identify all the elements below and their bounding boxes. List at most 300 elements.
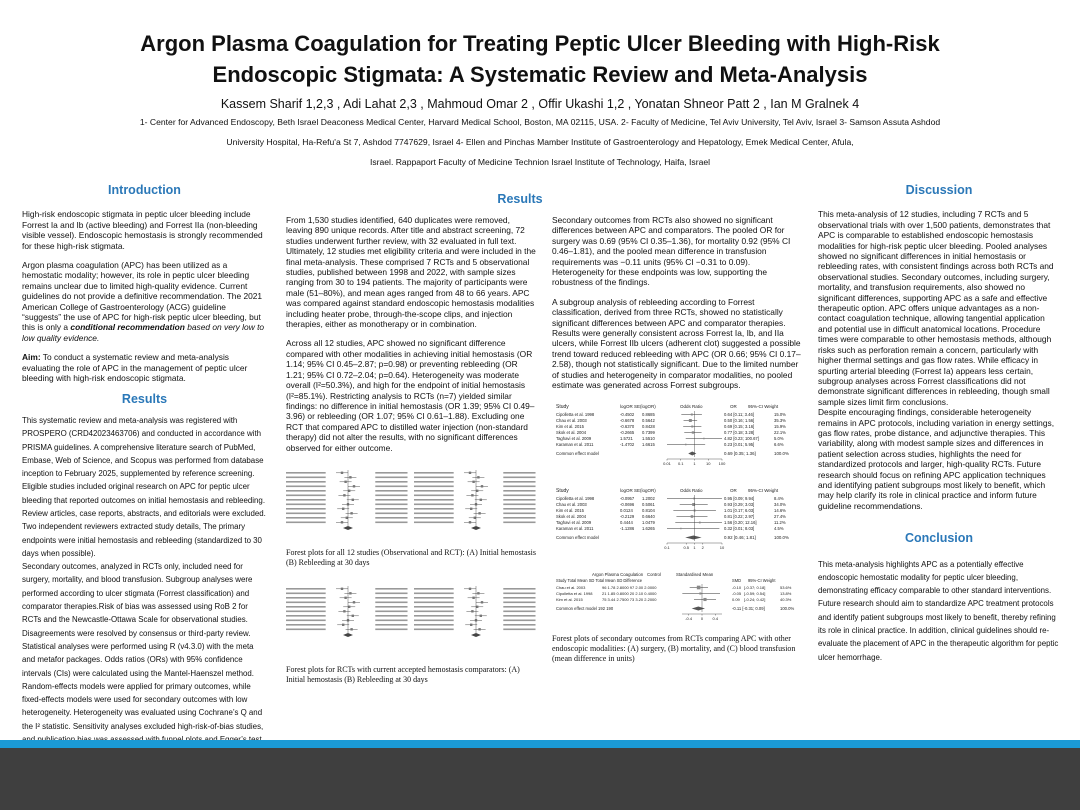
ci-value: [-0.59; 0.54] xyxy=(744,590,766,596)
study-point xyxy=(350,628,352,630)
pooled-weight: 100.0% xyxy=(780,605,795,611)
se-value: 0.6640 xyxy=(642,513,655,519)
study-row-label xyxy=(414,472,454,474)
study-point xyxy=(353,485,355,487)
logor-value: -0.2665 xyxy=(620,429,635,435)
methods-paragraph-3: Secondary outcomes, analyzed in RCTs only, included need for surgery, mortality, and blood transfusion. Subgroup analyses were performed according to ulcer stigmata (Forrest classification) and comparator therapies.Risk of bias was assessed using RoB 2 for RCTs and the Newcastle-Ottawa Scale for observational studies. Disagreements were resolved by consensus or third-party review. Statistical analyses were performed using R (v4.3.0) with the meta and metafor packages. Odds ratios (ORs) with 95% confidence intervals (CIs) were calculated using the Mantel-Haenszel method. Random-effects models were applied for primary outcomes, while fixed-effects models were used for secondary outcomes with low heterogeneity. Heterogeneity was evaluated using Cochrane’s Q and the I² statistic. Sensitivity analyses excluded high-risk-of-bias studies, xyxy=(22,562,264,731)
results-paragraph-4: A subgroup analysis of rebleeding according to Forrest classification, derived from three RCTs, showed no statistically significant differences between APC and comparator therapies. Results were generally consistent across Forrest Ia, Ib, and IIa ulcers, while Forrest IIb ulcers (adherent clot) suggested a possible trend toward reduced rebleeding with APC (OR 0.66; 95% CI 0.17–2.58), though not statistically significant. Due to the limited number of studies and heterogeneity in comparator modalities, no pooled estimate was generated across Forrest subgroups. xyxy=(552,296,801,391)
study-row-label xyxy=(286,508,326,510)
discussion-paragraph-2: Despite encouraging findings, considerable heterogeneity remains in APC protocols, including variation in energy settings, gas flow rates, probe distance, and adjunctive therapies. This variability, along with modest sample sizes and differences in patient selection across studies, highlights the need for standardized protocols and larger, high-quality RCTs. Future research should focus on refining APC application techniques and identifying patient subgroups most likely to benefit, which may help clarify its role in clinical practice and inform future guideline recommendations. xyxy=(818,407,1055,511)
results-paragraph-3: Secondary outcomes from RCTs also showed no significant differences between APC and comparators. The pooled OR for surgery was 0.69 (95% CI 0.35–1.36), for mortality 0.92 (95% CI 0.46–1.81), and the pooled mean difference in transfusion requirements was −0.11 units (95% CI −0.31 to 0.09). Heterogeneity for these endpoints was low, supporting the robustness of the findings. xyxy=(552,215,791,288)
study-row-label xyxy=(286,624,326,626)
forest-plot-or xyxy=(556,488,789,550)
study-point xyxy=(469,472,471,474)
study-point xyxy=(477,476,479,478)
ci-value: 4.82 [0.23; 100.67] xyxy=(724,435,759,441)
figure-3 xyxy=(552,400,802,664)
study-row-ci xyxy=(375,472,407,474)
study-row-ci xyxy=(375,611,407,613)
title-line-1: Argon Plasma Coagulation for Treating Peptic Ulcer Bleeding with High-Risk xyxy=(140,31,940,56)
study-point xyxy=(476,490,478,492)
axis-tick-label: 100 xyxy=(718,460,726,466)
col-header-ci: OR xyxy=(730,403,737,409)
logor-value: -0.6678 xyxy=(620,417,635,423)
study-row-label xyxy=(286,472,326,474)
logor-value: -0.6370 xyxy=(620,423,635,429)
pooled-weight: 100.0% xyxy=(774,450,789,456)
figure-1-caption: Forest plots for all 12 studies (Observational and RCT): (A) Initial hemostasis (B) Rebleeding at 30 days xyxy=(286,548,536,568)
study-point xyxy=(469,521,471,523)
affiliation-line-3: Israel. Rappaport Faculty of Medicine Technion Israel Institute of Technology, Haifa, Israel xyxy=(369,157,711,167)
study-point xyxy=(699,592,701,594)
study-point xyxy=(346,517,348,519)
pooled-diamond xyxy=(343,633,353,637)
study-row-ci xyxy=(375,597,407,599)
axis-tick-label: 1 xyxy=(693,544,696,550)
methods-paragraph-1: This systematic review and meta-analysis was registered with PROSPERO (CRD42023463706) and conducted in accordance with PRISMA guidelines. A comprehensive literature search of PubMed, Embase, Web of Science, and Scopus was performed from database inception to February 2025, supplemented by reference screening. xyxy=(22,415,264,479)
study-row-ci xyxy=(375,494,407,496)
weight-value: 5.0% xyxy=(774,435,784,441)
axis-tick-label: -0.4 xyxy=(685,615,693,621)
ci-value: 1.56 [0.20; 12.16] xyxy=(724,519,757,525)
study-row-label xyxy=(414,490,454,492)
study-row-label xyxy=(286,593,326,595)
intro-text: Argon plasma coagulation (APC) has been utilized as a hemostatic modality; however, its role in peptic ulcer bleeding remains unclear due to limited high-quality evidence. Current guidelines do not provide a definitive recommendation. The 2021 American College of Gastroenterology (ACG) guideline “suggests” the use of APC for high-risk peptic ulcer bleeding, but this is only a xyxy=(22,260,263,333)
logor-value: 0.0124 xyxy=(620,507,633,513)
axis-tick-label: 10 xyxy=(706,460,711,466)
study-point xyxy=(471,494,473,496)
study-row-ci xyxy=(375,588,407,590)
study-row-ci xyxy=(375,624,407,626)
forest-plot-smd xyxy=(556,572,794,621)
study-point xyxy=(472,597,474,599)
pooled-diamond xyxy=(471,526,481,530)
ci-value: 0.23 [0.01; 5.95] xyxy=(724,441,755,447)
study-name: Cipolletta et al. 1998 xyxy=(556,495,595,501)
col-header-ci: OR xyxy=(730,487,737,493)
pooled-ci: 0.69 [0.35; 1.36] xyxy=(724,450,756,456)
study-row-label xyxy=(414,476,454,478)
study-point xyxy=(341,521,343,523)
figure-2 xyxy=(286,578,538,684)
study-row-label xyxy=(286,597,326,599)
se-value: 0.5642 xyxy=(642,417,655,423)
discussion-heading: Discussion xyxy=(905,183,973,197)
study-point xyxy=(699,521,701,523)
column-introduction xyxy=(22,185,267,746)
study-point xyxy=(480,615,482,617)
pooled-diamond xyxy=(685,535,701,539)
study-row-ci xyxy=(503,494,535,496)
weight-value: 53.6% xyxy=(780,584,792,590)
ci-value: 0.81 [0.22; 2.97] xyxy=(724,513,755,519)
study-row-ci xyxy=(503,485,535,487)
study-point xyxy=(478,512,480,514)
se-value: 0.5061 xyxy=(642,501,655,507)
figure-3-caption: Forest plots of secondary outcomes from RCTs comparing APC with other endoscopic modalities: (A) surgery, (B) mortality, and (C) blood transfusion (mean difference in units) xyxy=(552,633,796,663)
study-row-ci xyxy=(503,490,535,492)
study-row-label xyxy=(414,606,454,608)
study-row-label xyxy=(286,620,326,622)
study-row-ci xyxy=(503,472,535,474)
affiliation-line-2: University Hospital, Ha-Refu'a St 7, Ashdod 7747629, Israel 4- Ellen and Pinchas Mamber Institute of Gastroenterology and Hepatology, Emek Medical Center, Afula, xyxy=(226,137,854,147)
column-discussion xyxy=(818,185,1060,673)
study-row-ci xyxy=(503,615,535,617)
col-header-logor: logOR SE(logOR) xyxy=(620,487,656,493)
affiliations xyxy=(0,112,1080,172)
axis-tick-label: 0.01 xyxy=(663,460,671,466)
study-row-ci xyxy=(375,499,407,501)
study-row-ci xyxy=(503,517,535,519)
study-row-label xyxy=(286,521,326,523)
logor-value: -0.0957 xyxy=(620,495,635,501)
ci-value: 0.64 [0.11; 3.46] xyxy=(724,411,754,417)
col-header-ci: 95%-CI Weight xyxy=(748,577,776,583)
study-row-ci xyxy=(375,602,407,604)
col-header-study: Study xyxy=(556,403,569,410)
study-point xyxy=(352,499,354,501)
study-point xyxy=(478,628,480,630)
pooled-ci: 0.92 [0.46; 1.81] xyxy=(724,534,756,540)
study-point xyxy=(344,597,346,599)
ci-value: 1.01 [0.17; 6.03] xyxy=(724,507,755,513)
weight-value: 27.4% xyxy=(774,513,786,519)
study-row-label xyxy=(414,521,454,523)
study-row-label xyxy=(414,602,454,604)
ci-value: 0.69 [0.15; 3.16] xyxy=(724,423,755,429)
study-row-ci xyxy=(503,624,535,626)
study-row-ci xyxy=(503,602,535,604)
study-row-ci xyxy=(375,503,407,505)
study-row-label xyxy=(414,597,454,599)
study-row-ci xyxy=(375,508,407,510)
study-point xyxy=(481,485,483,487)
study-row-ci xyxy=(375,481,407,483)
study-point xyxy=(689,419,692,422)
se-value: 0.7399 xyxy=(642,429,655,435)
results-heading: Results xyxy=(497,192,543,206)
weight-value: 35.3% xyxy=(774,417,786,423)
study-row-label xyxy=(286,476,326,478)
axis-tick-label: 2 xyxy=(701,544,704,550)
study-row-label xyxy=(286,602,326,604)
introduction-heading: Introduction xyxy=(108,183,181,197)
study-row-ci xyxy=(503,499,535,501)
weight-value: 11.2% xyxy=(774,519,786,525)
discussion-paragraph-1: This meta-analysis of 12 studies, including 7 RCTs and 5 observational trials with over 1,500 patients, demonstrates that APC is comparable to established endoscopic hemostasis modalities for high-risk peptic ulcer bleeding. Pooled analyses showed no significant differences in initial hemostasis or rebleeding rates, with consistent findings across both RCTs and observational studies. Secondary outcomes, including surgery, mortality, and transfusion requirements, also showed no significant differences, supporting APC as a safe and effective therapeutic option. APC offers unique advantages as a non-contact coagulation technique, allowing tangential application and potential use in difficult anatomical locations. Procedure times were comparable to other hemostasis methods, although risks such as perforation remain a concern, particularly with higher thermal settings and gas flow rates. While efficacy in spurting arterial bleeding (Forrest Ia) appears less certain, subgroup analyses across Forrest classifications did not demonstrate significant differences in rebleeding, though small sample sizes limit firm conclusions. xyxy=(818,209,1054,407)
poster-header xyxy=(0,28,1080,172)
study-point xyxy=(342,624,344,626)
results-paragraph-2: Across all 12 studies, APC showed no significant difference compared with other modalities in achieving initial hemostasis (OR 1.14; 95% CI 0.45–2.87; p=0.98) or preventing rebleeding (OR 1.21; 95% CI 0.72–2.04; p=0.64). Heterogeneity was moderate overall (I²=50.3%), and high for the endpoint of initial hemostasis (I²=85.1%). Restricting analysis to RCTs (n=7) yielded similar findings: no difference in initial hemostasis (OR 1.39; 95% CI 0.49–3.96) or rebleeding (OR 1.07; 95% CI 0.61–1.88). Excluding one RCT that compared APC to distilled water injection (non-standard therapy) did not alter the results, with no significant differences observed for either outcome. xyxy=(286,338,535,453)
study-row-ci xyxy=(503,629,535,631)
axis-tick-label: 1 xyxy=(693,460,696,466)
study-point xyxy=(477,592,479,594)
intro-italic: based on very low to low quality evidence. xyxy=(22,322,265,343)
ci-value: 0.77 [0.18; 3.28] xyxy=(724,429,755,435)
study-point xyxy=(341,588,343,590)
study-point xyxy=(343,494,345,496)
col-header-weight: 95%-CI Weight xyxy=(748,403,779,409)
study-point xyxy=(685,443,687,445)
study-name: Chau et al. 2003 xyxy=(556,501,587,507)
study-point xyxy=(691,425,693,427)
ci-value: 0.93 [0.29; 3.03] xyxy=(724,501,755,507)
figure-2-caption: Forest plots for RCTs with current accepted hemostasis comparators: (A) Initial hemostasis (B) Rebleeding at 30 days xyxy=(286,664,520,684)
study-row-label xyxy=(414,629,454,631)
study-point xyxy=(691,413,693,415)
col-header-or: Odds Ratio xyxy=(680,487,703,493)
study-row-label xyxy=(286,517,326,519)
forest-plot-or xyxy=(556,404,789,466)
study-point xyxy=(341,472,343,474)
study-row-ci xyxy=(375,606,407,608)
study-row-ci xyxy=(375,629,407,631)
study-point xyxy=(476,606,478,608)
study-point xyxy=(352,615,354,617)
weight-value: 8.4% xyxy=(774,495,784,501)
study-point xyxy=(349,476,351,478)
study-row-ci xyxy=(375,521,407,523)
se-value: 0.8685 xyxy=(642,411,655,417)
col-header-weight: 95%-CI Weight xyxy=(748,487,779,493)
study-point xyxy=(353,601,355,603)
study-row-label xyxy=(414,620,454,622)
column-results-2 xyxy=(552,215,802,664)
study-row-ci xyxy=(375,512,407,514)
study-row-ci xyxy=(503,606,535,608)
study-name: Taghavi et al. 2009 xyxy=(556,435,592,441)
aim-paragraph xyxy=(22,352,267,383)
pooled-label: Common effect model 192 190 xyxy=(556,605,614,611)
study-row-ci xyxy=(503,512,535,514)
col-header-study: Study xyxy=(556,487,569,494)
ci-value: 0.95 [0.09; 9.94] xyxy=(724,495,755,501)
smd-value: -0.10 xyxy=(732,584,742,590)
study-row-ci xyxy=(375,517,407,519)
se-value: 1.5510 xyxy=(642,435,655,441)
study-row-label xyxy=(414,624,454,626)
study-name: Karaman et al. 2011 xyxy=(556,525,594,531)
axis-tick-label: 0 xyxy=(700,615,704,621)
study-name: Chau et al. 2003 xyxy=(556,584,586,590)
figure-1 xyxy=(286,462,538,568)
axis-tick-label: 0.4 xyxy=(712,615,719,621)
study-name: Cipolletta et al. 1998 xyxy=(556,590,593,596)
study-point xyxy=(350,512,352,514)
pooled-ci: -0.11 [-0.31; 0.09] xyxy=(732,605,765,611)
study-row-label xyxy=(414,503,454,505)
study-point xyxy=(348,490,350,492)
se-value: 1.6615 xyxy=(642,441,655,447)
weight-value: 6.6% xyxy=(774,441,784,447)
study-row-label xyxy=(286,615,326,617)
study-point xyxy=(344,481,346,483)
study-name: Cipolletta et al. 1998 xyxy=(556,411,595,417)
study-row-label xyxy=(286,485,326,487)
methods-heading: Results xyxy=(121,391,168,406)
ci-value: 0.32 [0.01; 8.03] xyxy=(724,525,755,531)
study-point xyxy=(692,431,694,433)
results-paragraph-1: From 1,530 studies identified, 640 duplicates were removed, leaving 890 unique records. After title and abstract screening, 72 studies underwent further review, with 32 evaluated in full text. Ultimately, 12 studies met eligibility criteria and were included in the final meta-analysis. These comprised 7 RCTs and 5 observational studies, published between 1998 and 2022, with sample sizes ranging from 30 to 194 patients. The majority of participants were male (51–80%), and mean ages ranged from 48 to 66 years. APC was compared against standard endoscopic hemostasis modalities including heater probe, through-the-scope clips, and injection therapies, either as monotherapy or in combination. xyxy=(286,215,536,330)
forest-plot-thumbnail xyxy=(414,470,536,530)
study-row-ci xyxy=(503,611,535,613)
group-header-apc: Argon Plasma Coagulation xyxy=(592,571,644,577)
pooled-diamond xyxy=(688,451,696,455)
study-row-ci xyxy=(375,490,407,492)
logor-value: -1.1286 xyxy=(620,525,635,531)
study-row-ci xyxy=(503,476,535,478)
forest-plot-pair-2 xyxy=(286,578,538,658)
smd-value: 0.09 xyxy=(732,596,740,602)
logor-value: 0.4444 xyxy=(620,519,633,525)
logor-value: -0.2129 xyxy=(620,513,635,519)
methods-paragraph-2: Eligible studies included original research on APC for peptic ulcer bleeding that reported outcomes on initial hemostasis and rebleeding. Review articles, case reports, abstracts, and editorials were excluded. Two independent reviewers extracted study details, The primary endpoints were initial hemostasis and rebleeding (standardized to 30 days when possible). xyxy=(22,482,266,558)
forest-plot-secondary xyxy=(552,400,802,628)
study-row-label xyxy=(414,512,454,514)
study-name: Chau et al. 2003 xyxy=(556,417,587,423)
study-row-ci xyxy=(503,481,535,483)
methods-text xyxy=(22,414,267,746)
pooled-diamond xyxy=(692,606,705,610)
column-headers: Study Total Mean SD Total Mean SD Difference xyxy=(556,577,643,583)
study-values: 96 1.78 2.8000 97 2.00 2.0000 xyxy=(602,584,657,590)
study-point xyxy=(691,515,694,518)
footer-bar xyxy=(0,748,1080,810)
study-row-label xyxy=(286,588,326,590)
study-row-label xyxy=(414,588,454,590)
pooled-label: Common effect model xyxy=(556,534,599,540)
logor-value: -0.4502 xyxy=(620,411,635,417)
weight-value: 4.5% xyxy=(774,525,784,531)
study-row-ci xyxy=(503,503,535,505)
study-values: 21 1.85 0.8000 20 2.10 0.4000 xyxy=(602,590,657,596)
study-point xyxy=(703,437,704,438)
footer-stripe xyxy=(0,740,1080,748)
study-row-ci xyxy=(375,620,407,622)
study-row-label xyxy=(286,499,326,501)
study-row-label xyxy=(286,629,326,631)
study-row-label xyxy=(286,512,326,514)
study-row-ci xyxy=(503,521,535,523)
weight-value: 34.0% xyxy=(774,501,786,507)
study-name: Kim et al. 2015 xyxy=(556,423,584,429)
pooled-weight: 100.0% xyxy=(774,534,789,540)
weight-value: 15.0% xyxy=(774,411,786,417)
pooled-label: Common effect model xyxy=(556,450,599,456)
forest-plot-thumbnail xyxy=(414,586,536,637)
study-row-label xyxy=(414,494,454,496)
study-point xyxy=(480,499,482,501)
se-value: 1.2002 xyxy=(642,495,655,501)
weight-value: 13.8% xyxy=(780,590,792,596)
study-name: Karaman et al. 2011 xyxy=(556,441,594,447)
se-value: 1.6265 xyxy=(642,525,655,531)
group-header-control: Control xyxy=(647,571,661,577)
aim-text: To conduct a systematic review and meta-analysis evaluating the role of APC in the management of peptic ulcer bleeding with high-risk endoscopic stigmata. xyxy=(22,352,248,384)
study-point xyxy=(680,527,681,528)
smd-value: -0.05 xyxy=(732,590,742,596)
study-row-ci xyxy=(375,593,407,595)
study-row-label xyxy=(286,606,326,608)
se-value: 0.8104 xyxy=(642,507,655,513)
weight-value: 15.9% xyxy=(774,423,786,429)
study-row-ci xyxy=(375,485,407,487)
ci-value: 0.50 [0.16; 1.56] xyxy=(724,417,755,423)
forest-plot-thumbnail xyxy=(286,470,408,530)
pooled-diamond xyxy=(343,526,353,530)
forest-plot-pair-1 xyxy=(286,462,538,542)
intro-paragraph-1: High-risk endoscopic stigmata in peptic ulcer bleeding include Forrest Ia and Ib (active bleeding) and Forrest IIa (non-bleeding visible vessel). Endoscopic hemostasis is strongly recommended for these high-risk stigmata. xyxy=(22,209,263,251)
study-point xyxy=(474,517,476,519)
study-point xyxy=(342,508,344,510)
logor-value: -0.0696 xyxy=(620,501,635,507)
affiliation-line-1: 1- Center for Advanced Endoscopy, Beth Israel Deaconess Medical Center, Harvard Medical School, Boston, MA 02115, USA. 2- Faculty of Medicine, Tel Aviv University, Tel Aviv, Israel 3- Samson Assuta Ashdod xyxy=(139,117,941,127)
study-point xyxy=(343,610,345,612)
study-row-label xyxy=(414,481,454,483)
study-row-label xyxy=(286,503,326,505)
weight-value: 40.3% xyxy=(780,596,792,602)
study-point xyxy=(703,597,706,600)
se-value: 0.8428 xyxy=(642,423,655,429)
study-row-label xyxy=(414,593,454,595)
study-row-label xyxy=(286,611,326,613)
study-row-label xyxy=(286,481,326,483)
study-row-ci xyxy=(503,508,535,510)
study-row-label xyxy=(414,485,454,487)
study-point xyxy=(471,610,473,612)
study-point xyxy=(470,624,472,626)
intro-paragraph-2 xyxy=(22,260,267,343)
study-name: Skok et al. 2004 xyxy=(556,429,587,435)
study-point xyxy=(470,508,472,510)
study-row-label xyxy=(286,490,326,492)
study-name: Taghavi et al. 2009 xyxy=(556,519,592,525)
col-header-logor: logOR SE(logOR) xyxy=(620,403,656,409)
study-point xyxy=(697,585,701,589)
study-row-ci xyxy=(503,593,535,595)
conclusion-heading: Conclusion xyxy=(904,531,974,546)
study-row-label xyxy=(414,611,454,613)
intro-emphasis: conditional recommendation xyxy=(70,322,185,333)
axis-tick-label: 0.1 xyxy=(677,460,684,466)
study-row-label xyxy=(286,494,326,496)
title-line-2: Endoscopic Stigmata: A Systematic Review and Meta-Analysis xyxy=(212,62,868,87)
conclusion-paragraph: This meta-analysis highlights APC as a potentially effective endoscopic hemostatic modality for peptic ulcer bleeding, demonstrating efficacy comparable to other standard interventions. Future research should aim to standardize APC treatment protocols and identify patient subgroups most likely to benefit, thereby refining its role in clinical practice. In addition, clinical guidelines should re-evaluate the placement of APC in the therapeutic algorithm for peptic ulcer hemorrhage. xyxy=(818,559,1059,662)
study-row-label xyxy=(414,615,454,617)
column-results-1 xyxy=(286,215,538,685)
study-row-ci xyxy=(503,597,535,599)
axis-tick-label: 0.1 xyxy=(664,544,670,550)
logor-value: -1.4702 xyxy=(620,441,635,447)
study-row-ci xyxy=(375,615,407,617)
study-name: Skok et al. 2004 xyxy=(556,513,587,519)
se-value: 1.0479 xyxy=(642,519,655,525)
ci-value: [-0.37; 0.18] xyxy=(744,584,766,590)
weight-value: 22.1% xyxy=(774,429,786,435)
study-row-label xyxy=(414,508,454,510)
study-row-ci xyxy=(375,476,407,478)
study-row-label xyxy=(414,499,454,501)
group-header-smd: Standardised Mean xyxy=(676,571,714,577)
study-point xyxy=(469,588,471,590)
pooled-diamond xyxy=(471,633,481,637)
study-point xyxy=(349,592,351,594)
col-header-smd: SMD xyxy=(732,577,742,583)
author-list: Kassem Sharif 1,2,3 , Adi Lahat 2,3 , Mahmoud Omar 2 , Offir Ukashi 1,2 , Yonatan Shneor Patt 2 , Ian M Gralnek 4 xyxy=(220,97,860,111)
study-row-ci xyxy=(503,620,535,622)
forest-plot-thumbnail xyxy=(286,586,408,637)
logor-value: 1.5721 xyxy=(620,435,633,441)
